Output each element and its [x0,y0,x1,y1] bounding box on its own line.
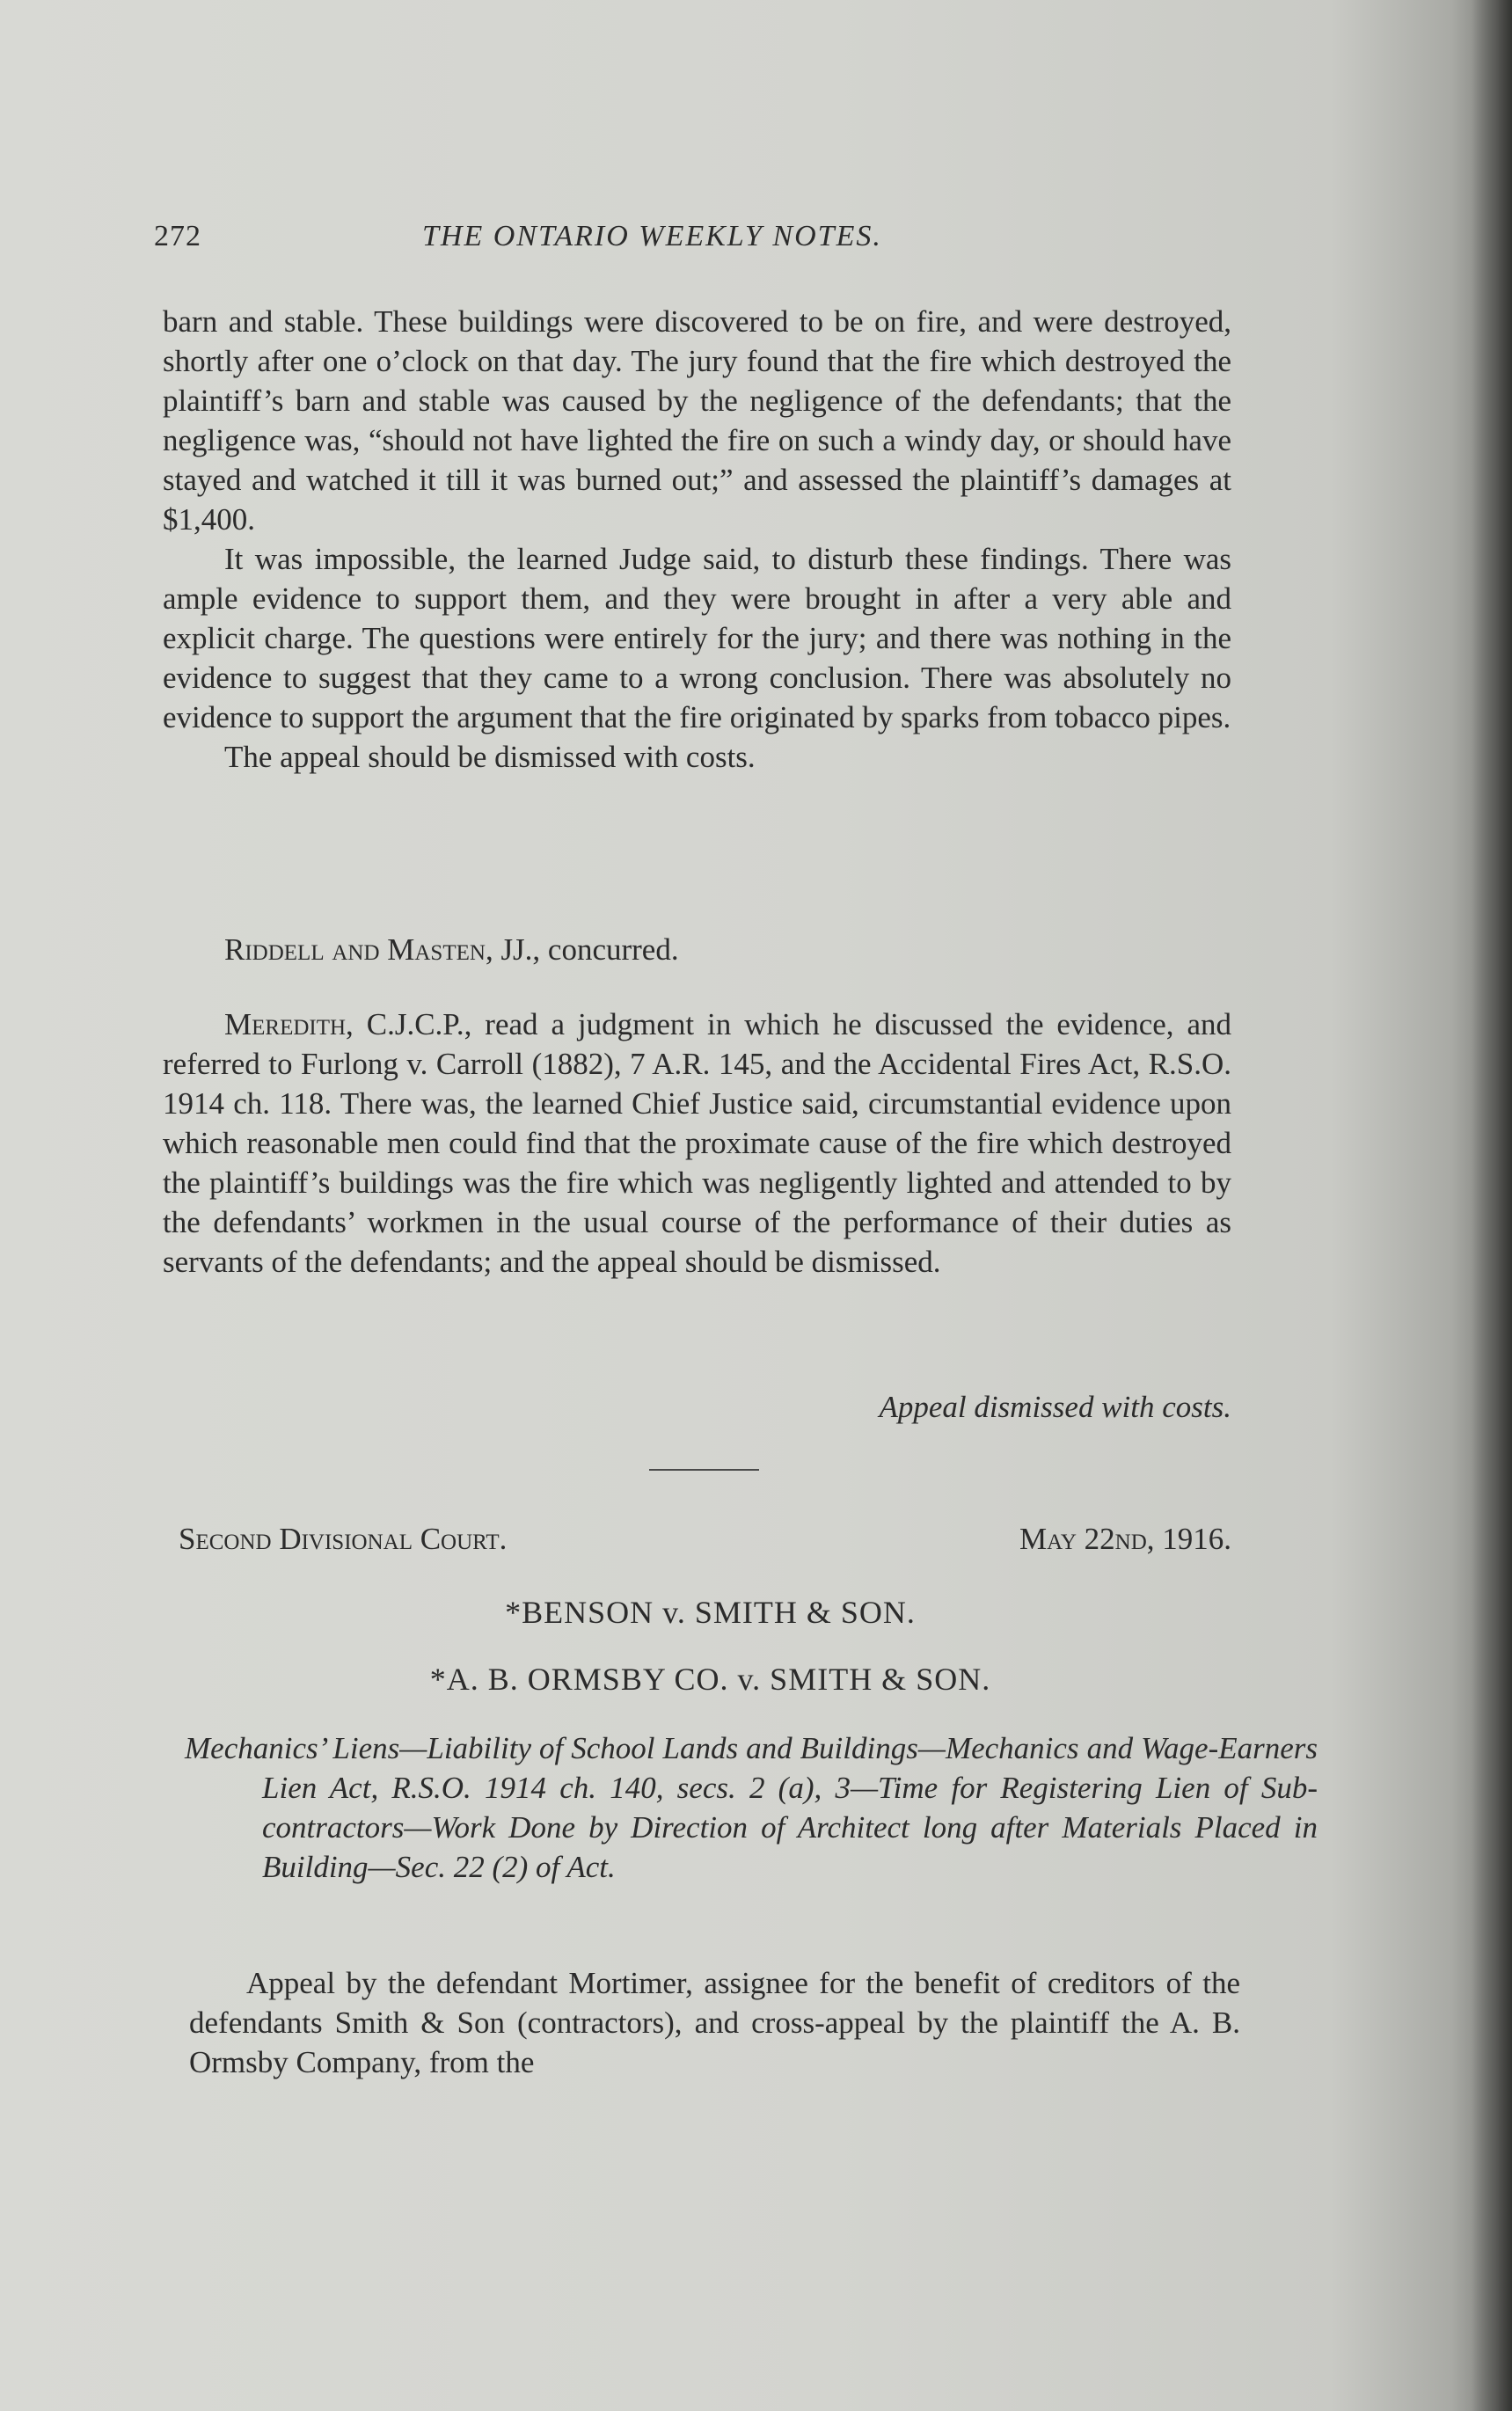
judgment-text-block [163,302,1231,777]
case-title-2: *A. B. ORMSBY CO. v. SMITH & SON. [429,1662,991,1697]
court-name: Second Divisional Court. [179,1522,508,1556]
paragraph-findings: barn and stable. These buildings were discovered to be on fire, and were destroyed, shortly after one o’clock on that day. The jury found that the fire which destroyed the plaintiff’s barn and stable was caused by the negligence of the defendants; that the negligence was, “should not have lighted the fire on such a windy day, or should have stayed and watched it till it was burned out;” and assessed the plaintiff’s damages at $1,400. [163,304,1231,537]
concurrence-line [163,930,1231,969]
case-title-1: *BENSON v. SMITH & SON. [505,1595,916,1630]
page-number: 272 [154,220,201,252]
disposition: Appeal dismissed with costs. [879,1390,1231,1424]
headnote: Mechanics’ Liens—Liability of School Lands and Buildings—Mechanics and Wage-Earners Lien Act, R.S.O. 1914 ch. 140, secs. 2 (a), 3—Time for Registering Lien of Sub-contractors—Work Done by Direction of Architect long after Materials Placed in Building—Sec. 22 (2) of Act. [185,1731,1318,1884]
decision-date: May 22nd, 1916. [1019,1522,1231,1556]
concurring-judges: Riddell and Masten [224,932,486,967]
appeal-paragraph: Appeal by the defendant Mortimer, assignee for the benefit of creditors of the defendants Smith & Son (contractors), and cross-appeal by the plaintiff the A. B. Ormsby Company, from the [189,1966,1240,2079]
judgment-text: , C.J.C.P., read a judgment in which he discussed the evidence, and referred to Furlong v. Carroll (1882), 7 A.R. 145, and the Accidental Fires Act, R.S.O. 1914 ch. 118. There was, the learned Chief Justice said, circumstantial evidence upon which reasonable men could find that the proximate cause of the fire which destroyed the plaintiff’s buildings was the fire which was negligently lighted and attended to by the defendants’ workmen in the usual course of the performance of their duties as servants of the defendants; and the appeal should be dismissed. [163,1007,1231,1279]
running-head: THE ONTARIO WEEKLY NOTES. [422,220,882,252]
paragraph-dismissal: The appeal should be dismissed with costs. [224,740,756,774]
meredith-judgment [163,1005,1231,1282]
paragraph-judge-reasons: It was impossible, the learned Judge said, to disturb these findings. There was ample evidence to support them, and they were brought in after a very able and explicit charge. The questions were entirely for the jury; and there was nothing in the evidence to suggest that they came to a wrong conclusion. There was absolutely no evidence to support the argument that the fire originated by sparks from tobacco pipes. [163,542,1231,734]
book-spine-shadow [1472,0,1512,2411]
judge-name: Meredith [224,1007,347,1041]
appeal-paragraph-block [189,1963,1240,2082]
court-line [179,1522,1231,1557]
section-divider [649,1469,759,1471]
concurrence-text: , JJ., concurred. [485,932,679,967]
